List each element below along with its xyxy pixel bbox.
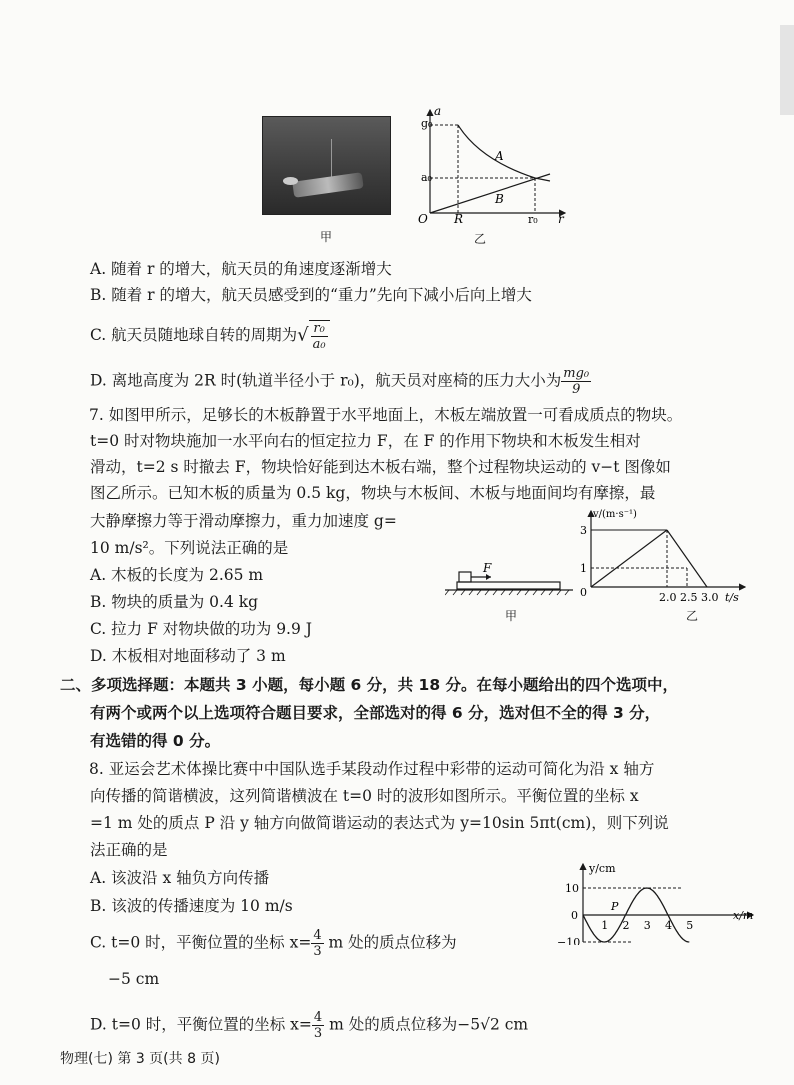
wave-P: P [611, 900, 619, 913]
block [459, 572, 471, 582]
ground-hatch [445, 590, 569, 595]
wave-y0: 0 [571, 909, 578, 922]
label-a: a [434, 105, 442, 118]
q7-line-2: t=0 时对物块施加一水平向右的恒定拉力 F，在 F 的作用下物块和木板发生相对 [90, 432, 641, 450]
board [457, 582, 560, 589]
q7-line-5: 大静摩擦力等于滑动摩擦力，重力加速度 g= [90, 512, 397, 530]
q8-line-3: =1 m 处的质点 P 沿 y 轴方向做简谐运动的表达式为 y=10sin 5πt(cm)，则下列说 [90, 814, 669, 832]
q6-option-a: A. 随着 r 的增大，航天员的角速度逐渐增大 [90, 260, 392, 278]
q8-option-c-cont: −5 cm [108, 970, 160, 988]
q6-option-d [90, 366, 591, 397]
q8-line-1: 8. 亚运会艺术体操比赛中中国队选手某段动作过程中彩带的运动可简化为沿 x 轴方 [89, 760, 655, 778]
q8-option-c-pre: C. t=0 时，平衡位置的坐标 x= [90, 933, 312, 952]
vt-y1: 1 [580, 562, 587, 575]
q8-line-4: 法正确的是 [90, 841, 168, 859]
q6-option-c-text: C. 航天员随地球自转的周期为 [90, 326, 298, 344]
photo-caption: 甲 [320, 230, 333, 244]
q6-c-num: r₀ [311, 321, 328, 337]
astronaut-photo [262, 116, 391, 215]
q8-option-c-post: m 处的质点位移为 [323, 933, 457, 952]
vt-figure-caption: 乙 [686, 609, 699, 623]
section2-line-1: 二、多项选择题：本题共 3 小题，每小题 6 分，共 18 分。在每小题给出的四个选项中， [60, 676, 679, 694]
label-r: r [558, 212, 564, 225]
wave-ylabel: y/cm [589, 862, 616, 875]
wave-tick-1: 1 [601, 919, 609, 932]
wave-tick-4: 4 [665, 919, 672, 932]
q6-option-b: B. 随着 r 的增大，航天员感受到的“重力”先向下减小后向上增大 [90, 286, 532, 304]
label-g0: g₀ [421, 117, 433, 130]
vt-ylabel: v/(m·s⁻¹) [593, 509, 637, 520]
q8-option-d-pre: D. t=0 时，平衡位置的坐标 x= [90, 1015, 312, 1034]
vt-origin: 0 [580, 586, 587, 599]
block-board-figure [445, 560, 575, 605]
photo-light [283, 177, 298, 185]
q7-option-a: A. 木板的长度为 2.65 m [90, 566, 264, 584]
section2-line-2: 有两个或两个以上选项符合题目要求，全部选对的得 6 分，选对但不全的得 3 分， [90, 704, 661, 722]
q8-d-num: 4 [313, 1010, 323, 1025]
label-a0: a₀ [421, 171, 432, 184]
curve-A [458, 125, 550, 181]
q7-line-6: 10 m/s²。下列说法正确的是 [90, 539, 289, 557]
graph-caption: 乙 [474, 232, 487, 246]
q8-option-b: B. 该波的传播速度为 10 m/s [90, 897, 293, 915]
wave-tick-labels [601, 919, 693, 932]
label-B: B [495, 192, 504, 206]
vt-accel-line [591, 530, 667, 587]
wave-yn10: −10 [557, 936, 581, 945]
q8-c-den: 3 [313, 944, 322, 959]
q6-c-den: a₀ [312, 337, 326, 352]
q7-option-c: C. 拉力 F 对物块做的功为 9.9 J [90, 620, 312, 638]
q8-option-d-post: m 处的质点位移为−5√2 cm [324, 1015, 529, 1034]
curve-B [430, 174, 550, 213]
q8-option-c [90, 928, 457, 959]
a-r-graph [410, 105, 570, 225]
vt-xlabel: t/s [725, 591, 739, 604]
section2-line-3: 有选错的得 0 分。 [90, 732, 221, 750]
q6-option-d-text: D. 离地高度为 2R 时(轨道半径小于 r₀)，航天员对座椅的压力大小为 [90, 371, 562, 390]
q6-option-c-sqrt: √ $\frac{\text{r₀}}{\text{a₀}}$ [297, 320, 329, 352]
wave-tick-5: 5 [686, 919, 694, 932]
wave-y10: 10 [565, 882, 579, 895]
vt-x-ticks: 2.0 2.5 3.0 [659, 591, 719, 604]
q7-line-3: 滑动，t=2 s 时撤去 F，物块恰好能到达木板右端，整个过程物块运动的 v−t 图像如 [90, 458, 671, 476]
wave-xlabel: x/m [733, 909, 754, 922]
q8-option-d [90, 1010, 528, 1041]
page-footer: 物理(七) 第 3 页(共 8 页) [60, 1051, 220, 1067]
label-R: R [454, 212, 464, 225]
q8-option-a: A. 该波沿 x 轴负方向传播 [90, 869, 270, 887]
scan-edge [780, 25, 794, 115]
q6-d-num: mg₀ [563, 366, 590, 381]
label-A: A [495, 149, 504, 163]
q8-line-2: 向传播的简谐横波，这列简谐横波在 t=0 时的波形如图所示。平衡位置的坐标 x [90, 787, 639, 805]
wave-tick-3: 3 [643, 919, 651, 932]
q7-line-4: 图乙所示。已知木板的质量为 0.5 kg，物块与木板间、木板与地面间均有摩擦，最 [90, 484, 656, 502]
q6-d-den: 9 [572, 382, 581, 397]
label-r0: r₀ [528, 213, 538, 225]
q7-line-1: 7. 如图甲所示，足够长的木板静置于水平地面上，木板左端放置一可看成质点的物块。 [89, 406, 683, 424]
q8-c-num: 4 [313, 928, 322, 943]
q8-d-den: 3 [313, 1026, 323, 1041]
q7-option-d: D. 木板相对地面移动了 3 m [90, 647, 286, 665]
photo-antenna [331, 139, 332, 179]
vt-y3: 3 [580, 524, 587, 537]
label-O: O [418, 212, 428, 225]
q6-option-c [90, 320, 330, 352]
label-F: F [483, 561, 492, 575]
q7-option-b: B. 物块的质量为 0.4 kg [90, 593, 259, 611]
wave-tick-2: 2 [622, 919, 630, 932]
photo-spacecraft [292, 172, 364, 198]
vt-graph [575, 505, 750, 605]
wave-graph [553, 860, 758, 945]
block-figure-caption: 甲 [505, 609, 518, 623]
